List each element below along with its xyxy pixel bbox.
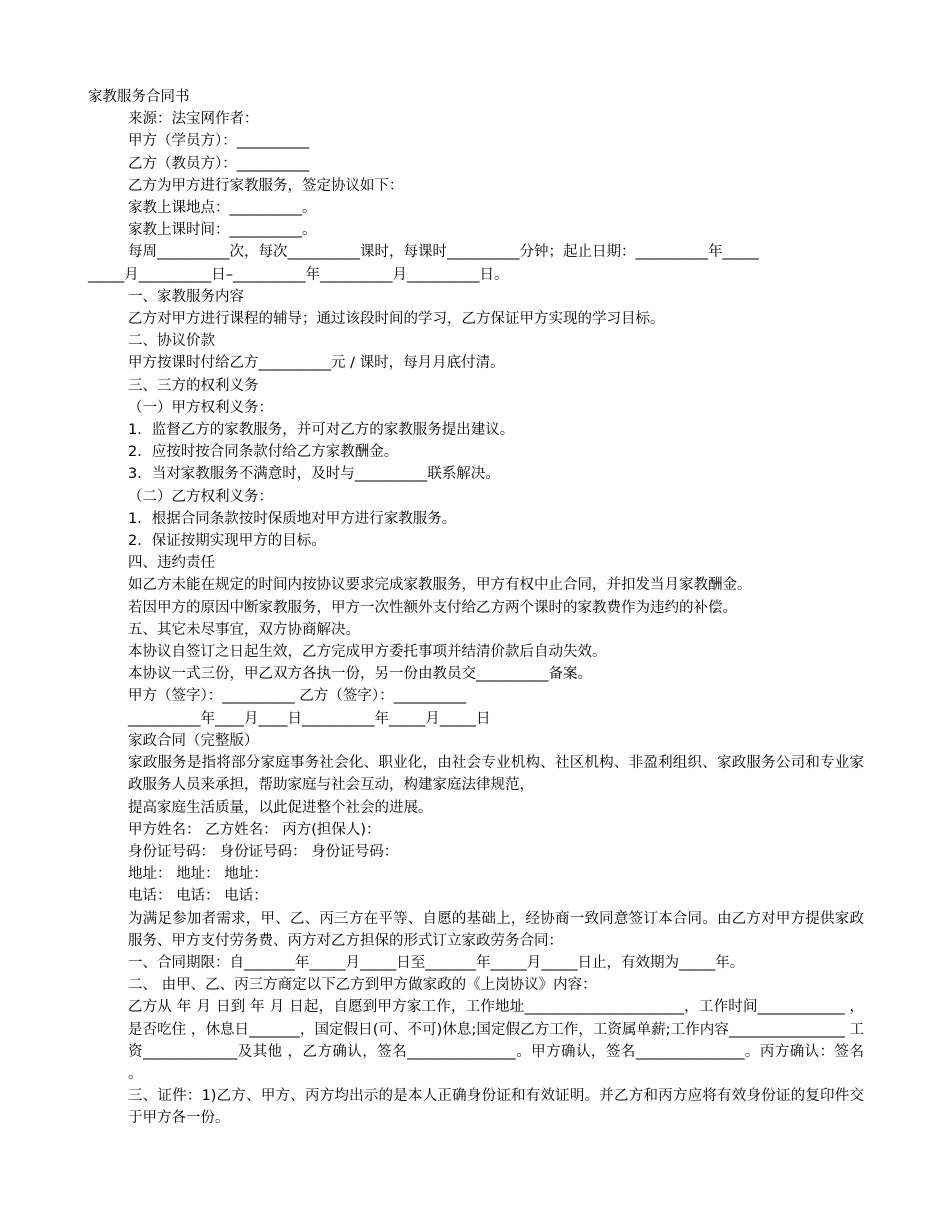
section-heading: 五、其它未尽事宜，双方协商解决。	[128, 621, 360, 638]
paragraph: 三、证件：1)乙方、甲方、丙方均出示的是本人正确身份证和有效证明。并乙方和丙方应将有效身份证的复印件交于甲方各一份。	[128, 1088, 864, 1127]
text-line: 二、 由甲、乙、丙三方商定以下乙方到甲方做家政的《上岗协议》内容：	[128, 977, 597, 994]
document-body	[88, 86, 864, 1130]
paragraph: 家政服务是指将部分家庭事务社会化、职业化，由社会专业机构、社区机构、非盈利组织、家政服务公司和专业家政服务人员来承担，帮助家庭与社会互动，构建家庭法律规范，	[128, 755, 864, 794]
list-item: 1．根据合同条款按时保质地对甲方进行家教服务。	[128, 510, 457, 527]
text-line: 一、合同期限：自_______年_____月_____日至_______年_____月_____日止，有效期为_____年。	[128, 954, 745, 971]
text-line: 甲方姓名： 乙方姓名： 丙方(担保人)：	[128, 821, 381, 838]
text-line: 家教上课时间：__________。	[128, 222, 317, 239]
text-line: 如乙方未能在规定的时间内按协议要求完成家教服务，甲方有权中止合同，并扣发当月家教酬金。	[128, 577, 752, 594]
signature-line: 甲方（签字）：__________ 乙方（签字）：__________	[128, 688, 467, 705]
document-title: 家教服务合同书	[88, 89, 190, 105]
list-item: 2．保证按期实现甲方的目标。	[128, 533, 326, 550]
text-line: 甲方按课时付给乙方__________元 / 课时，每月月底付清。	[128, 355, 505, 372]
text-line: 地址： 地址： 地址：	[128, 866, 268, 883]
list-item: 1．监督乙方的家教服务，并可对乙方的家教服务提出建议。	[128, 422, 515, 439]
list-item: 3．当对家教服务不满意时，及时与__________联系解决。	[128, 466, 500, 483]
text-line: 来源：法宝网作者：	[128, 111, 259, 128]
subsection-heading: （二）乙方权利义务：	[128, 488, 273, 505]
text-line: 身份证号码： 身份证号码： 身份证号码：	[128, 843, 399, 860]
text-line: 若因甲方的原因中断家教服务，甲方一次性额外支付给乙方两个课时的家教费作为违约的补偿。	[128, 599, 737, 616]
text-line: 乙方（教员方）：__________	[128, 155, 310, 172]
section-heading: 三、三方的权利义务	[128, 377, 259, 394]
text-line: 提高家庭生活质量，以此促进整个社会的进展。	[128, 799, 433, 816]
section-heading: 二、协议价款	[128, 333, 215, 350]
text-line: 每周__________次，每次__________课时，每课时__________分钟；起止日期：__________年_____	[128, 244, 759, 261]
subsection-heading: （一）甲方权利义务：	[128, 399, 273, 416]
list-item: 2．应按时按合同条款付给乙方家教酬金。	[128, 444, 399, 461]
document-subtitle: 家政合同（完整版）	[128, 732, 259, 749]
text-line: 本协议一式三份，甲乙双方各执一份，另一份由教员交__________备案。	[128, 666, 592, 683]
text-line: 乙方对甲方进行课程的辅导；通过该段时间的学习，乙方保证甲方实现的学习目标。	[128, 311, 665, 328]
paragraph: 为满足参加者需求，甲、乙、丙三方在平等、自愿的基础上，经协商一致同意签订本合同。由乙方对甲方提供家政服务、甲方支付劳务费、丙方对乙方担保的形式订立家政劳务合同：	[128, 910, 864, 949]
text-line: 甲方（学员方）：__________	[128, 133, 310, 150]
text-line: 乙方为甲方进行家教服务，签定协议如下：	[128, 177, 404, 194]
text-line: _____月__________日–__________年__________月__________日。	[88, 266, 509, 283]
section-heading: 一、家教服务内容	[128, 288, 244, 305]
date-line: __________年____月____日__________年_____月_____日	[128, 710, 491, 727]
text-line: 本协议自签订之日起生效，乙方完成甲方委托事项并结清价款后自动失效。	[128, 644, 607, 661]
paragraph: 乙方从 年 月 日到 年 月 日起，自愿到甲方家工作，工作地址______________________，工作时间____________ ，是否吃住 ，休息日_______，国定假日(可、不可)休息;国定假乙方工作，工资属单薪;工作内容________________ 工资_____________及其他 ，乙方确认，签名_______________。甲方确认，签名_______________。丙方确认：签名 。	[128, 999, 864, 1082]
text-line: 家教上课地点：__________。	[128, 200, 317, 217]
text-line: 电话： 电话： 电话：	[128, 888, 268, 905]
section-heading: 四、违约责任	[128, 555, 215, 572]
